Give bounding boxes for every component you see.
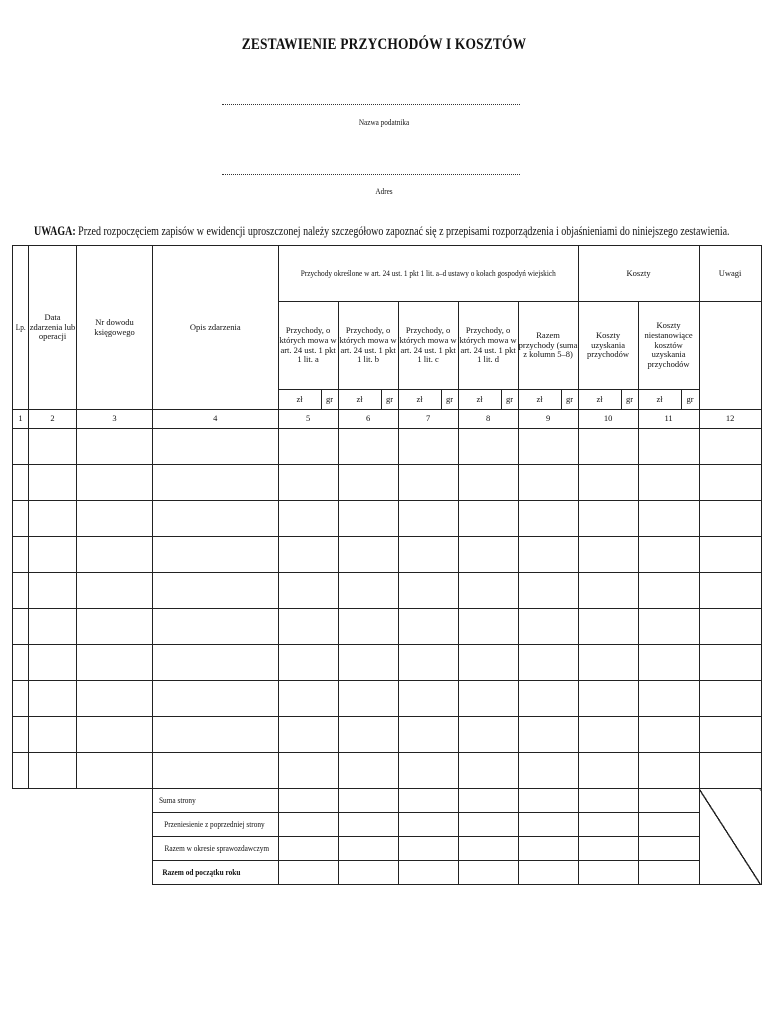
summary-amount-cell[interactable] bbox=[458, 789, 518, 813]
amount-cell[interactable] bbox=[458, 753, 518, 789]
summary-row bbox=[13, 789, 762, 813]
column-number: 5 bbox=[278, 410, 338, 429]
amount-cell[interactable] bbox=[638, 645, 699, 681]
description-cell[interactable] bbox=[153, 753, 279, 789]
description-cell[interactable] bbox=[153, 717, 279, 753]
amount-cell[interactable] bbox=[398, 501, 458, 537]
amount-cell[interactable] bbox=[278, 429, 338, 465]
doc-number-cell[interactable] bbox=[77, 609, 153, 645]
summary-amount-cell[interactable] bbox=[278, 789, 338, 813]
date-cell[interactable] bbox=[29, 501, 77, 537]
date-cell[interactable] bbox=[29, 537, 77, 573]
summary-label: Przeniesienie z poprzedniej strony bbox=[153, 813, 279, 837]
remarks-cell[interactable] bbox=[699, 717, 761, 753]
amount-cell[interactable] bbox=[278, 573, 338, 609]
lp-cell[interactable] bbox=[13, 717, 29, 753]
lp-cell[interactable] bbox=[13, 609, 29, 645]
unit-zl: zł bbox=[638, 390, 681, 410]
column-number: 7 bbox=[398, 410, 458, 429]
column-number: 1 bbox=[13, 410, 29, 429]
amount-cell[interactable] bbox=[278, 609, 338, 645]
amount-cell[interactable] bbox=[398, 717, 458, 753]
header-costs-nonrevenue: Koszty niestanowiące kosztów uzyskania przychodów bbox=[638, 302, 699, 390]
summary-amount-cell[interactable] bbox=[458, 861, 518, 885]
amount-cell[interactable] bbox=[398, 645, 458, 681]
summary-spacer bbox=[13, 837, 153, 861]
doc-number-cell[interactable] bbox=[77, 573, 153, 609]
remarks-crossed-cell bbox=[699, 789, 761, 885]
amount-cell[interactable] bbox=[518, 609, 578, 645]
column-number: 10 bbox=[578, 410, 638, 429]
amount-cell[interactable] bbox=[458, 681, 518, 717]
notice-label: UWAGA: bbox=[34, 224, 76, 238]
remarks-cell[interactable] bbox=[699, 465, 761, 501]
doc-number-cell[interactable] bbox=[77, 465, 153, 501]
column-number: 8 bbox=[458, 410, 518, 429]
amount-cell[interactable] bbox=[398, 537, 458, 573]
header-income-total: Razem przychody (suma z kolumn 5–8) bbox=[518, 302, 578, 390]
doc-number-cell[interactable] bbox=[77, 681, 153, 717]
unit-zl: zł bbox=[578, 390, 621, 410]
column-number: 9 bbox=[518, 410, 578, 429]
amount-cell[interactable] bbox=[518, 645, 578, 681]
lp-cell[interactable] bbox=[13, 681, 29, 717]
header-description: Opis zdarzenia bbox=[153, 246, 279, 410]
unit-gr: gr bbox=[561, 390, 578, 410]
summary-amount-cell[interactable] bbox=[518, 789, 578, 813]
unit-gr: gr bbox=[681, 390, 699, 410]
amount-cell[interactable] bbox=[338, 681, 398, 717]
amount-cell[interactable] bbox=[398, 429, 458, 465]
amount-cell[interactable] bbox=[398, 465, 458, 501]
date-cell[interactable] bbox=[29, 645, 77, 681]
amount-cell[interactable] bbox=[458, 717, 518, 753]
summary-row bbox=[13, 813, 762, 837]
description-cell[interactable] bbox=[153, 609, 279, 645]
doc-number-cell[interactable] bbox=[77, 429, 153, 465]
summary-amount-cell[interactable] bbox=[338, 789, 398, 813]
address-line[interactable] bbox=[222, 174, 520, 175]
lp-cell[interactable] bbox=[13, 645, 29, 681]
amount-cell[interactable] bbox=[638, 753, 699, 789]
date-cell[interactable] bbox=[29, 429, 77, 465]
table-row bbox=[13, 753, 762, 789]
amount-cell[interactable] bbox=[458, 465, 518, 501]
amount-cell[interactable] bbox=[638, 429, 699, 465]
amount-cell[interactable] bbox=[578, 537, 638, 573]
remarks-cell[interactable] bbox=[699, 609, 761, 645]
summary-amount-cell[interactable] bbox=[638, 789, 699, 813]
description-cell[interactable] bbox=[153, 501, 279, 537]
amount-cell[interactable] bbox=[338, 609, 398, 645]
header-remarks: Uwagi bbox=[699, 246, 761, 302]
column-number: 2 bbox=[29, 410, 77, 429]
amount-cell[interactable] bbox=[578, 717, 638, 753]
amount-cell[interactable] bbox=[398, 573, 458, 609]
header-income-c: Przychody, o których mowa w art. 24 ust. 1 pkt 1 lit. c bbox=[398, 302, 458, 390]
amount-cell[interactable] bbox=[638, 573, 699, 609]
summary-amount-cell[interactable] bbox=[398, 789, 458, 813]
lp-cell[interactable] bbox=[13, 573, 29, 609]
table-row bbox=[13, 465, 762, 501]
amount-cell[interactable] bbox=[578, 681, 638, 717]
amount-cell[interactable] bbox=[278, 537, 338, 573]
doc-number-cell[interactable] bbox=[77, 717, 153, 753]
header-remarks-blank bbox=[699, 302, 761, 410]
amount-cell[interactable] bbox=[278, 465, 338, 501]
header-lp: Lp. bbox=[13, 246, 29, 410]
column-number: 3 bbox=[77, 410, 153, 429]
amount-cell[interactable] bbox=[578, 609, 638, 645]
amount-cell[interactable] bbox=[458, 645, 518, 681]
amount-cell[interactable] bbox=[638, 465, 699, 501]
table-row bbox=[13, 573, 762, 609]
column-number: 11 bbox=[638, 410, 699, 429]
date-cell[interactable] bbox=[29, 609, 77, 645]
amount-cell[interactable] bbox=[638, 501, 699, 537]
unit-zl: zł bbox=[278, 390, 321, 410]
summary-label: Suma strony bbox=[153, 789, 279, 813]
lp-cell[interactable] bbox=[13, 537, 29, 573]
amount-cell[interactable] bbox=[458, 609, 518, 645]
summary-amount-cell[interactable] bbox=[578, 861, 638, 885]
amount-cell[interactable] bbox=[518, 753, 578, 789]
amount-cell[interactable] bbox=[458, 573, 518, 609]
taxpayer-name-line[interactable] bbox=[222, 104, 520, 105]
unit-zl: zł bbox=[338, 390, 381, 410]
description-cell[interactable] bbox=[153, 465, 279, 501]
column-number: 4 bbox=[153, 410, 279, 429]
amount-cell[interactable] bbox=[338, 501, 398, 537]
summary-amount-cell[interactable] bbox=[458, 837, 518, 861]
description-cell[interactable] bbox=[153, 573, 279, 609]
amount-cell[interactable] bbox=[278, 681, 338, 717]
amount-cell[interactable] bbox=[338, 753, 398, 789]
header-income-group: Przychody określone w art. 24 ust. 1 pkt 1 lit. a–d ustawy o kołach gospodyń wiejskich bbox=[278, 246, 578, 302]
amount-cell[interactable] bbox=[278, 645, 338, 681]
amount-cell[interactable] bbox=[338, 717, 398, 753]
amount-cell[interactable] bbox=[518, 465, 578, 501]
document-title: ZESTAWIENIE PRZYCHODÓW I KOSZTÓW bbox=[241, 36, 527, 53]
description-cell[interactable] bbox=[153, 429, 279, 465]
lp-cell[interactable] bbox=[13, 465, 29, 501]
column-number: 12 bbox=[699, 410, 761, 429]
summary-amount-cell[interactable] bbox=[518, 837, 578, 861]
table-row bbox=[13, 609, 762, 645]
date-cell[interactable] bbox=[29, 681, 77, 717]
summary-label: Razem w okresie sprawozdawczym bbox=[153, 837, 279, 861]
notice-text: Przed rozpoczęciem zapisów w ewidencji uproszczonej należy szczegółowo zapoznać się z przepisami rozporządzenia i objaśnieniami do niniejszego zestawienia. bbox=[78, 224, 730, 238]
summary-amount-cell[interactable] bbox=[458, 813, 518, 837]
date-cell[interactable] bbox=[29, 717, 77, 753]
remarks-cell[interactable] bbox=[699, 501, 761, 537]
unit-gr: gr bbox=[381, 390, 398, 410]
description-cell[interactable] bbox=[153, 537, 279, 573]
summary-amount-cell[interactable] bbox=[398, 837, 458, 861]
amount-cell[interactable] bbox=[578, 753, 638, 789]
table-row bbox=[13, 429, 762, 465]
address-label: Adres bbox=[375, 186, 393, 196]
summary-amount-cell[interactable] bbox=[338, 837, 398, 861]
summary-amount-cell[interactable] bbox=[278, 813, 338, 837]
table-row bbox=[13, 645, 762, 681]
amount-cell[interactable] bbox=[398, 681, 458, 717]
ledger-table bbox=[12, 245, 762, 885]
remarks-cell[interactable] bbox=[699, 681, 761, 717]
table-row bbox=[13, 501, 762, 537]
table-row bbox=[13, 681, 762, 717]
header-doc-number: Nr dowodu księgowego bbox=[77, 246, 153, 410]
amount-cell[interactable] bbox=[278, 753, 338, 789]
summary-amount-cell[interactable] bbox=[638, 861, 699, 885]
doc-number-cell[interactable] bbox=[77, 501, 153, 537]
amount-cell[interactable] bbox=[638, 609, 699, 645]
summary-amount-cell[interactable] bbox=[338, 813, 398, 837]
taxpayer-name-label: Nazwa podatnika bbox=[358, 117, 410, 127]
summary-amount-cell[interactable] bbox=[638, 813, 699, 837]
unit-zl: zł bbox=[398, 390, 441, 410]
unit-zl: zł bbox=[458, 390, 501, 410]
description-cell[interactable] bbox=[153, 645, 279, 681]
description-cell[interactable] bbox=[153, 681, 279, 717]
unit-gr: gr bbox=[441, 390, 458, 410]
amount-cell[interactable] bbox=[518, 537, 578, 573]
summary-amount-cell[interactable] bbox=[578, 837, 638, 861]
summary-spacer bbox=[13, 789, 153, 813]
amount-cell[interactable] bbox=[338, 465, 398, 501]
amount-cell[interactable] bbox=[578, 429, 638, 465]
amount-cell[interactable] bbox=[638, 537, 699, 573]
amount-cell[interactable] bbox=[458, 537, 518, 573]
header-income-a: Przychody, o których mowa w art. 24 ust. 1 pkt 1 lit. a bbox=[278, 302, 338, 390]
date-cell[interactable] bbox=[29, 753, 77, 789]
amount-cell[interactable] bbox=[458, 429, 518, 465]
summary-amount-cell[interactable] bbox=[578, 813, 638, 837]
header-income-b: Przychody, o których mowa w art. 24 ust. 1 pkt 1 lit. b bbox=[338, 302, 398, 390]
amount-cell[interactable] bbox=[338, 573, 398, 609]
amount-cell[interactable] bbox=[398, 609, 458, 645]
amount-cell[interactable] bbox=[338, 537, 398, 573]
doc-number-cell[interactable] bbox=[77, 645, 153, 681]
amount-cell[interactable] bbox=[338, 645, 398, 681]
header-date: Data zdarzenia lub operacji bbox=[29, 246, 77, 410]
amount-cell[interactable] bbox=[578, 645, 638, 681]
remarks-cell[interactable] bbox=[699, 573, 761, 609]
amount-cell[interactable] bbox=[638, 717, 699, 753]
lp-cell[interactable] bbox=[13, 753, 29, 789]
amount-cell[interactable] bbox=[458, 501, 518, 537]
unit-zl: zł bbox=[518, 390, 561, 410]
table-row bbox=[13, 537, 762, 573]
remarks-cell[interactable] bbox=[699, 645, 761, 681]
column-number-row bbox=[13, 410, 762, 429]
summary-spacer bbox=[13, 813, 153, 837]
summary-amount-cell[interactable] bbox=[518, 861, 578, 885]
lp-cell[interactable] bbox=[13, 501, 29, 537]
amount-cell[interactable] bbox=[278, 717, 338, 753]
header-costs-revenue: Koszty uzyskania przychodów bbox=[578, 302, 638, 390]
date-cell[interactable] bbox=[29, 465, 77, 501]
summary-spacer bbox=[13, 861, 153, 885]
summary-amount-cell[interactable] bbox=[338, 861, 398, 885]
summary-row bbox=[13, 837, 762, 861]
remarks-cell[interactable] bbox=[699, 537, 761, 573]
doc-number-cell[interactable] bbox=[77, 753, 153, 789]
summary-row bbox=[13, 861, 762, 885]
summary-amount-cell[interactable] bbox=[278, 837, 338, 861]
summary-amount-cell[interactable] bbox=[518, 813, 578, 837]
remarks-cell[interactable] bbox=[699, 753, 761, 789]
table-row bbox=[13, 717, 762, 753]
header-costs-group: Koszty bbox=[578, 246, 699, 302]
unit-gr: gr bbox=[321, 390, 338, 410]
summary-amount-cell[interactable] bbox=[578, 789, 638, 813]
unit-gr: gr bbox=[621, 390, 638, 410]
summary-amount-cell[interactable] bbox=[398, 813, 458, 837]
amount-cell[interactable] bbox=[578, 465, 638, 501]
summary-amount-cell[interactable] bbox=[278, 861, 338, 885]
lp-cell[interactable] bbox=[13, 429, 29, 465]
amount-cell[interactable] bbox=[518, 573, 578, 609]
amount-cell[interactable] bbox=[518, 429, 578, 465]
amount-cell[interactable] bbox=[338, 429, 398, 465]
remarks-cell[interactable] bbox=[699, 429, 761, 465]
amount-cell[interactable] bbox=[518, 717, 578, 753]
notice bbox=[34, 224, 730, 239]
amount-cell[interactable] bbox=[518, 501, 578, 537]
amount-cell[interactable] bbox=[518, 681, 578, 717]
amount-cell[interactable] bbox=[278, 501, 338, 537]
unit-gr: gr bbox=[501, 390, 518, 410]
summary-amount-cell[interactable] bbox=[638, 837, 699, 861]
doc-number-cell[interactable] bbox=[77, 537, 153, 573]
summary-label: Razem od początku roku bbox=[153, 861, 279, 885]
amount-cell[interactable] bbox=[638, 681, 699, 717]
date-cell[interactable] bbox=[29, 573, 77, 609]
amount-cell[interactable] bbox=[578, 573, 638, 609]
amount-cell[interactable] bbox=[398, 753, 458, 789]
amount-cell[interactable] bbox=[578, 501, 638, 537]
summary-amount-cell[interactable] bbox=[398, 861, 458, 885]
header-income-d: Przychody, o których mowa w art. 24 ust. 1 pkt 1 lit. d bbox=[458, 302, 518, 390]
column-number: 6 bbox=[338, 410, 398, 429]
